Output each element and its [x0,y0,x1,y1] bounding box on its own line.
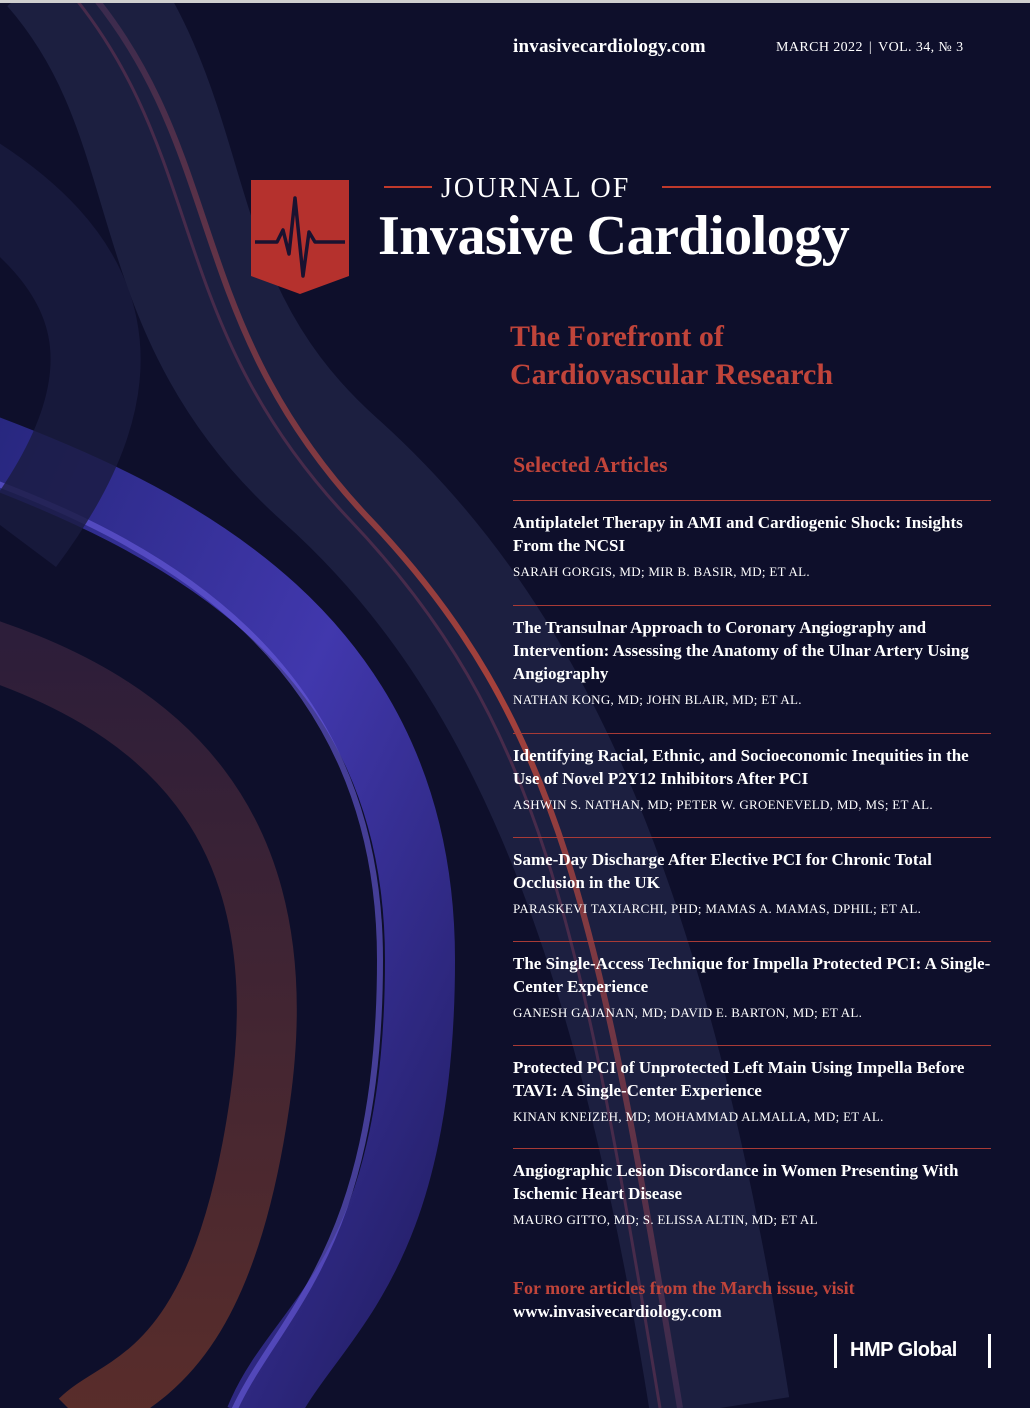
issue-separator: | [868,40,873,55]
heartbeat-shield-icon [251,180,349,294]
article-authors: SARAH GORGIS, MD; MIR B. BASIR, MD; ET AL. [513,564,810,579]
article-list [513,500,991,1249]
top-border [0,0,1030,3]
article-item[interactable] [513,1148,991,1249]
article-item[interactable] [513,500,991,605]
article-title[interactable]: The Transulnar Approach to Coronary Angiography and Intervention: Assessing the Anatomy of the Ulnar Artery Using Angiography [513,618,969,683]
publisher-logo [834,1334,992,1368]
article-title[interactable]: Same-Day Discharge After Elective PCI for Chronic Total Occlusion in the UK [513,850,932,892]
issue-date: MARCH 2022 [776,40,863,55]
wave-left-shadow [0,160,96,540]
publisher-name: HMP Global [850,1339,957,1361]
selected-articles-heading: Selected Articles [513,452,668,477]
article-title[interactable]: Angiographic Lesion Discordance in Women Presenting With Ischemic Heart Disease [513,1161,959,1203]
publisher-bar-left [834,1334,837,1368]
publisher-bar-right [988,1334,991,1368]
tagline [510,318,833,394]
issue-info [776,40,964,56]
article-item[interactable] [513,605,991,733]
tagline-line1: The Forefront of [510,320,724,353]
article-item[interactable] [513,733,991,837]
wave-rust-band [0,640,267,1408]
more-articles-link[interactable]: www.invasivecardiology.com [513,1302,722,1321]
issue-volume: VOL. 34, № 3 [878,40,964,55]
article-authors: MAURO GITTO, MD; S. ELISSA ALTIN, MD; ET AL [513,1212,818,1227]
article-item[interactable] [513,941,991,1045]
article-title[interactable]: Protected PCI of Unprotected Left Main Using Impella Before TAVI: A Single-Center Experience [513,1058,965,1100]
article-authors: NATHAN KONG, MD; JOHN BLAIR, MD; ET AL. [513,692,802,707]
article-title[interactable]: The Single-Access Technique for Impella Protected PCI: A Single-Center Experience [513,954,991,996]
article-item[interactable] [513,1045,991,1148]
more-articles-text: For more articles from the March issue, visit [513,1278,855,1298]
header-website[interactable]: invasivecardiology.com [513,36,706,57]
article-item[interactable] [513,837,991,941]
article-authors: KINAN KNEIZEH, MD; MOHAMMAD ALMALLA, MD; ET AL. [513,1109,884,1124]
masthead-journal-of: JOURNAL OF [441,173,631,204]
tagline-line2: Cardiovascular Research [510,358,834,391]
masthead-rule-right [662,186,991,188]
article-authors: PARASKEVI TAXIARCHI, PHD; MAMAS A. MAMAS, DPHIL; ET AL. [513,901,922,916]
article-title[interactable]: Identifying Racial, Ethnic, and Socioeconomic Inequities in the Use of Novel P2Y12 Inhibitors After PCI [513,746,969,788]
article-authors: GANESH GAJANAN, MD; DAVID E. BARTON, MD; ET AL. [513,1005,863,1020]
article-authors: ASHWIN S. NATHAN, MD; PETER W. GROENEVELD, MD, MS; ET AL. [513,797,933,812]
masthead-journal-name: Invasive Cardiology [378,205,850,267]
masthead-rule-left [384,186,432,188]
article-title[interactable]: Antiplatelet Therapy in AMI and Cardiogenic Shock: Insights From the NCSI [513,513,963,555]
